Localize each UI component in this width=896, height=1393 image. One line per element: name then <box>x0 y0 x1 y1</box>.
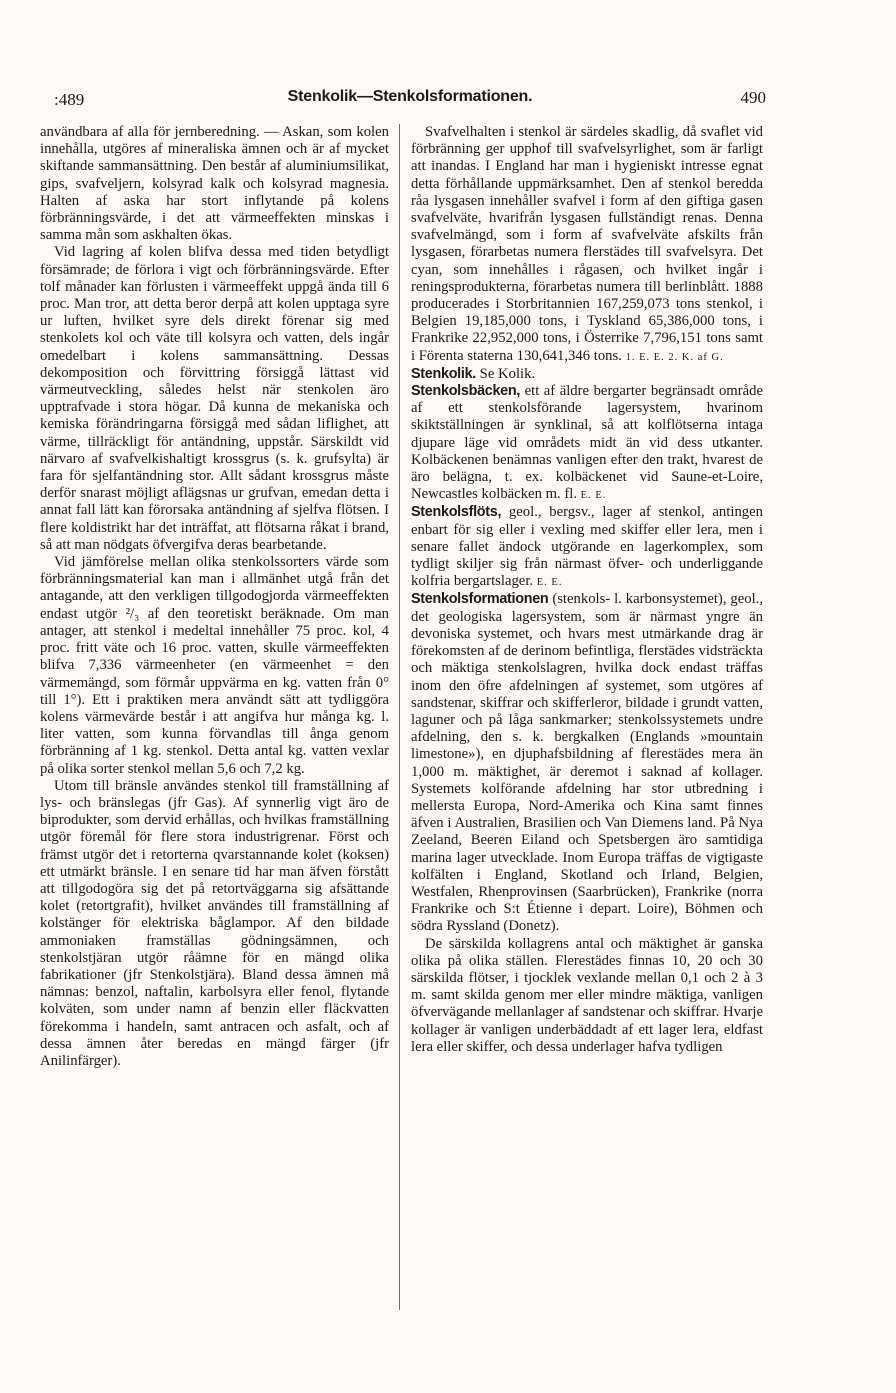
author-signature: E. E. <box>536 577 563 589</box>
author-signature: 1. E. E. 2. K. af G. <box>625 351 724 363</box>
paragraph: Utom till bränsle användes stenkol till framställning af lys- och bränslegas (jfr Gas). Af synnerlig vigt äro de biprodukter, som dervid erhållas, och hvilkas framställning utgör föremål för flere stora industrigrenar. Först och främst utgör det i retorterna qvarstannande kolet (koksen) ett utmärkt bränsle. I en senare tid har man äfven förstått att tillgodogöra sig det på retortväggarna sig afsättande kolet (retortgrafit), hvilket användes till framställning af kolstänger för elektriska båglampor. Af den bildade ammoniaken framställas gödningsämnen, och stenkolstjäran utgör råämne för en mängd olika fabrikationer (jfr Stenkolstjära). Bland dessa ämnen må nämnas: benzol, naftalin, karbolsyra eller fenol, flytande kolväten, som under namn af benzin eller fläckvatten förekomma i handeln, samt antracen och asfalt, och af dessa ämnen åter beredas en mängd färger (jfr Anilinfärger). <box>40 777 389 1069</box>
entry-text: (stenkols- l. karbonsystemet), geol., det geologiska lagersystem, som är närmast yngre än devoniska systemet, och hvars mest utmärkande drag är förekomsten af de derinom befintliga, flerstädes vidsträckta och mäktiga stenkolslagren, hvilka dock endast träffas inom den öfre afdelningen af systemet, som utgöres af sandstenar, skiffrar och skifferleror, bildade i grundt vatten, laguner och på låga sankmarker; stenkolssystemets undre afdelning, den s. k. bergkalken (Englands »mountain limestone»), en djuphafsbildning af flerestädes mera än 1,000 m. mäktighet, är deremot i saknad af kollager. Systemets kolförande afdelning har stor utbredning i mellersta Europa, Nord-Amerika och Kina samt finnes äfven i Australien, Brasilien och Van Diemens land. På Nya Zeeland, Beeren Eiland och Spetsbergen äro samtidiga marina lager utvecklade. Inom Europa träffas de vigtigaste kolfälten i England, Skotland och Irland, Belgien, Westfalen, Rhenprovinsen (Saarbrücken), Frankrike (norra Frankrike och S:t Étienne i depart. Loire), Böhmen och södra Ryssland (Donetz). <box>411 591 763 935</box>
dictionary-entry <box>411 591 763 935</box>
entry-text: geol., bergsv., lager af stenkol, antingen enbart för sig eller i vexling med skiffer eller lera, men i senare fallet ändock utgörande en lagerkomplex, som tydligt skiljer sig från närmast öfver- och underliggande kolfria bergartslager. <box>411 504 763 590</box>
paragraph: Vid lagring af kolen blifva dessa med tiden betydligt försämrade; de förlora i vigt och förbränningsvärde. Efter tolf månader kan förlusten i värmeeffekt uppgå ända till 6 proc. Man tror, att detta beror derpå att kolen upptaga syre ur luften, hvilket syre dels direkt förenar sig med stenkolets kol och väte till kolsyra och vatten, dels ingår omedelbart i kolens sammansättning. Dessas dekomposition och förvittring försiggå lättast vid värmeutveckling, således helst när stenkolen äro upptrafvade i stora högar. Då kunna de mekaniska och kemiska förändringarna försiggå med sådan liflighet, att värme, tillräckligt för antändning, uppstår. Särskildt vid närvaro af svafvelkishaltigt krossgrus (s. k. grufsylta) är fara för sjelfantändning stor. Allt sådant krossgrus måste derför snarast möjligt aflägsnas ur grufvan, emedan detta i annat fall lätt kan förorsaka antändning af sjelfva flötsen. I flere koldistrikt har det inträffat, att flötsarna råkat i brand, så att man nödgats öfvergifva deras bearbetande. <box>40 244 389 553</box>
entry-headword: Stenkolsflöts, <box>411 504 502 521</box>
dictionary-entry <box>411 383 763 504</box>
column-divider <box>399 124 400 1310</box>
entry-headword: Stenkolik. <box>411 365 476 382</box>
paragraph: Vid jämförelse mellan olika stenkolssorters värde som förbränningsmaterial kan man i allmänhet utgå från det antagande, att den verkligen tillgodogjorda värmeeffekten endast utgör ²/₃ af den teoretiskt beräknade. Om man antager, att stenkol i medeltal innehåller 75 proc. kol, 4 proc. fritt väte och 16 proc. vatten, skulle värmeeffekten blifva 7,336 värmeenheter (en värmeenhet = den värmemängd, som förmår uppvärma en kg. vatten från 0° till 1°). Ett i praktiken mera användt sätt att tydliggöra kolens värmevärde består i att angifva hur många kg. l. liter vatten, som kunna förvandlas till ånga genom förbränning af 1 kg. stenkol. Detta antal kg. vatten vexlar på olika sorter stenkol mellan 5,6 och 7,2 kg. <box>40 554 389 777</box>
paragraph: användbara af alla för jernberedning. — Askan, som kolen innehålla, utgöres af mineraliska ämnen och är af mycket skiftande sammansättning. Den består af aluminiumsilikat, gips, svafveljern, kolsyrad kalk och kolsyrad magnesia. Halten af aska har stort inflytande på kolens förbränningsvärde, i det att värmeeffekten minskas i samma mån som askhalten ökas. <box>40 124 389 244</box>
dictionary-entry <box>411 366 763 383</box>
running-title: Stenkolik—Stenkolsformationen. <box>287 88 533 105</box>
entry-text: Se Kolik. <box>479 365 536 382</box>
page-header <box>54 88 766 114</box>
entry-headword: Stenkolsbäcken, <box>411 383 521 400</box>
left-column <box>40 124 389 1070</box>
dictionary-entry <box>411 504 763 591</box>
paragraph: De särskilda kollagrens antal och mäktighet är ganska olika på olika ställen. Flerestädes finnas 10, 20 och 30 särskilda flötser, i tjocklek vexlande mellan 0,1 och 2 à 3 m. samt skilda genom mer eller mindre mäktiga, vanligen öfvervägande mellanlager af sandstenar och skiffrar. Hvarje kollager är vanligen underbäddadt af ett lager lera, eldfast lera eller skiffer, och dessa underlager hafva tydligen <box>411 935 763 1055</box>
entry-headword: Stenkolsformationen <box>411 591 549 608</box>
entry-text: ett af äldre bergarter begränsadt område af ett stenkolsförande lagersystem, hvarinom skiktställningen är synklinal, så att kolflötserna intaga djupare läge vid områdets midt än vid dess utkanter. Kolbäckenen benämnas vanligen efter den trakt, hvarest de äro belägna, t. ex. kolbäckenet vid Saune-et-Loire, Newcastles kolbäcken m. fl. <box>411 383 763 503</box>
paragraph <box>411 124 763 366</box>
paragraph-text: Svafvelhalten i stenkol är särdeles skadlig, då svaflet vid förbränning ger upphof till svafvelsyrlighet, som är farligt att inandas. I England har man i hygieniskt intresse egnat detta förhållande uppmärksamhet. Den af stenkol beredda råa lysgasen innehåller svafvel i form af den giftiga gasen svafvelväte, hvarifrån lysgasen fullständigt renas. Denna svafvelmängd, som i form af svafvelväte afskilts från lysgasen, förarbetas numera flerstädes till svafvelsyra. Det cyan, som innehålles i rågasen, och hvilket ingår i reningsprodukterna, förarbetas numera till berlinblått. 1888 producerades i Storbritannien 167,259,073 tons stenkol, i Belgien 19,185,000 tons, i Tyskland 65,386,000 tons, i Frankrike 22,952,000 tons, i Österrike 7,796,151 tons samt i Förenta staterna 130,641,346 tons. <box>411 124 763 364</box>
author-signature: E. E. <box>580 490 607 502</box>
right-column <box>411 124 763 1056</box>
left-page-number: :489 <box>54 90 85 109</box>
right-page-number: 490 <box>740 88 766 107</box>
